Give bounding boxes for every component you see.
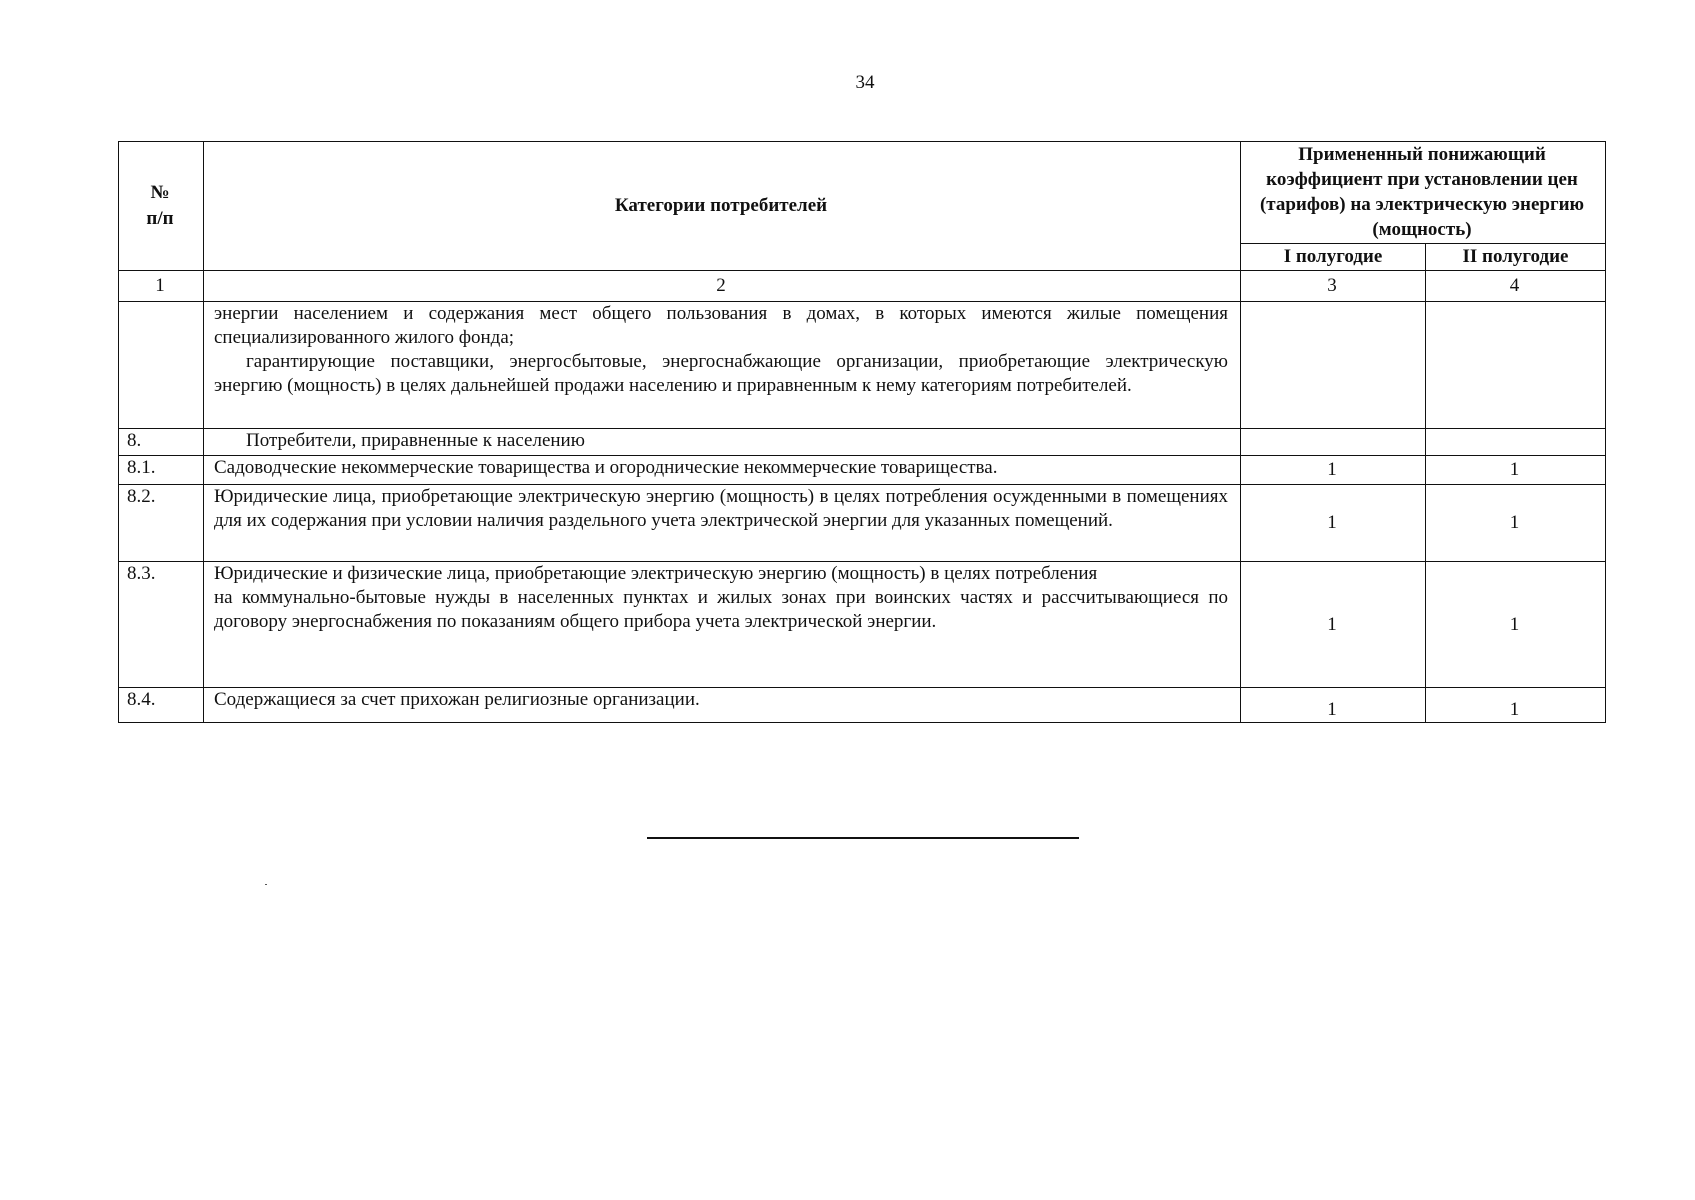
row-number: 8. (119, 429, 204, 456)
row-category (204, 562, 1241, 688)
header-half2: II полугодие (1426, 243, 1606, 270)
table-row (119, 485, 1606, 562)
row-number: 8.2. (119, 485, 204, 562)
row-half1-value: 1 (1241, 562, 1426, 688)
row-half2-value: 1 (1426, 562, 1606, 688)
row-half1-value (1241, 302, 1426, 429)
row-half1-value: 1 (1241, 485, 1426, 562)
category-paragraph: Юридические и физические лица, приобретающие электрическую энергию (мощность) в целях потребления (214, 563, 1098, 584)
table-row (119, 688, 1606, 723)
header-coefficient: Примененный понижающий коэффициент при установлении цен (тарифов) на электрическую энергию (мощность) (1241, 142, 1606, 244)
row-number: 8.3. (119, 562, 204, 688)
column-index-2: 2 (204, 271, 1241, 302)
table-row (119, 302, 1606, 429)
table-row (119, 562, 1606, 688)
category-paragraph: Содержащиеся за счет прихожан религиозные организации. (214, 689, 700, 710)
row-half1-value: 1 (1241, 456, 1426, 485)
row-half2-value (1426, 429, 1606, 456)
page-number: 34 (855, 72, 875, 93)
row-half2-value: 1 (1426, 456, 1606, 485)
table-row (119, 429, 1606, 456)
row-category (204, 429, 1241, 456)
row-category (204, 456, 1241, 485)
row-half1-value (1241, 429, 1426, 456)
tariff-coefficient-table (118, 141, 1606, 723)
category-paragraph: энергии населением и содержания мест общего пользования в домах, в которых имеются жилые помещения специализированного жилого фонда; (214, 303, 1228, 348)
category-paragraph: Юридические лица, приобретающие электрическую энергию (мощность) в целях потребления осужденными в помещениях для их содержания при условии наличия раздельного учета электрической энергии для указанных помещений. (214, 486, 1228, 531)
category-paragraph: Садоводческие некоммерческие товарищества и огороднические некоммерческие товарищества. (214, 457, 998, 478)
column-index-4: 4 (1426, 271, 1606, 302)
header-number: № п/п (119, 142, 204, 271)
column-index-3: 3 (1241, 271, 1426, 302)
header-category: Категории потребителей (204, 142, 1241, 271)
column-index-1: 1 (119, 271, 204, 302)
category-paragraph: гарантирующие поставщики, энергосбытовые, энергоснабжающие организации, приобретающие электрическую энергию (мощность) в целях дальнейшей продажи населению и приравненным к нему категориям потребителей. (214, 351, 1228, 396)
row-half1-value: 1 (1241, 688, 1426, 723)
end-separator-line (647, 837, 1079, 839)
row-half2-value: 1 (1426, 688, 1606, 723)
header-half1: I полугодие (1241, 243, 1426, 270)
row-half2-value (1426, 302, 1606, 429)
column-index-row (119, 271, 1606, 302)
row-category (204, 302, 1241, 429)
row-category (204, 688, 1241, 723)
table-row (119, 456, 1606, 485)
category-paragraph: Потребители, приравненные к населению (246, 430, 585, 451)
row-half2-value: 1 (1426, 485, 1606, 562)
category-paragraph: на коммунально-бытовые нужды в населенных пунктах и жилых зонах при воинских частях и рассчитывающиеся по договору энергоснабжения по показаниям общего прибора учета электрической энергии. (214, 587, 1228, 632)
row-number (119, 302, 204, 429)
scan-speck (265, 884, 267, 885)
row-number: 8.4. (119, 688, 204, 723)
row-number: 8.1. (119, 456, 204, 485)
row-category (204, 485, 1241, 562)
header-row-top (119, 142, 1606, 244)
